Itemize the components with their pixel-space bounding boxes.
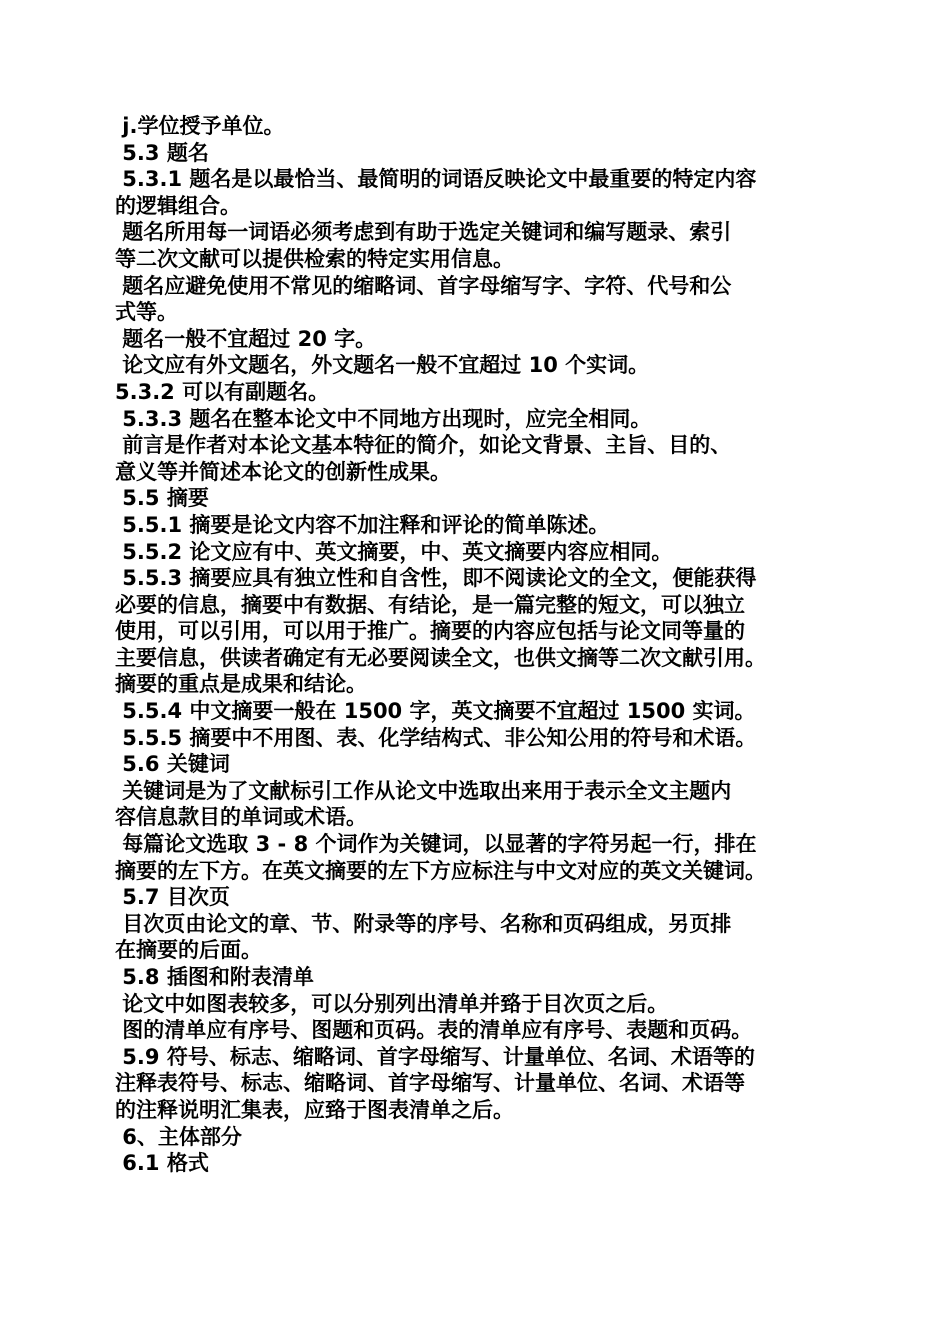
text-line: 题名一般不宜超过 20 字。 (115, 326, 377, 351)
text-line: 题名所用每一词语必须考虑到有助于选定关键词和编写题录、索引 (115, 220, 732, 245)
text-line: 题名应避免使用不常见的缩略词、首字母缩写字、字符、代号和公 (115, 273, 732, 298)
section-heading: 5.5 摘要 (115, 486, 209, 511)
section-heading: 5.8 插图和附表清单 (115, 965, 314, 989)
text-line: 5.5.3 摘要应具有独立性和自含性，即不阅读论文的全文，便能获得 (115, 566, 757, 591)
text-line: 5.5.5 摘要中不用图、表、化学结构式、非公知公用的符号和术语。 (115, 725, 757, 750)
section-heading: 5.6 关键词 (115, 752, 230, 777)
text-line: 目次页由论文的章、节、附录等的序号、名称和页码组成，另页排 (115, 911, 732, 936)
text-line: 论文应有外文题名，外文题名一般不宜超过 10 个实词。 (115, 353, 650, 378)
text-line: 关键词是为了文献标引工作从论文中选取出来用于表示全文主题内 (115, 778, 732, 803)
text-line: 式等。 (115, 300, 178, 325)
text-line: 5.5.4 中文摘要一般在 1500 字，英文摘要不宜超过 1500 实词。 (115, 699, 756, 724)
text-line: 前言是作者对本论文基本特征的简介，如论文背景、主旨、目的、 (115, 433, 732, 458)
text-line: 的注释说明汇集表，应臵于图表清单之后。 (115, 1097, 514, 1122)
section-heading: 5.7 目次页 (115, 885, 230, 910)
text-line: 注释表符号、标志、缩略词、首字母缩写、计量单位、名词、术语等 (115, 1071, 745, 1096)
text-line: 摘要的重点是成果和结论。 (115, 672, 367, 697)
text-line: j.学位授予单位。 (115, 114, 285, 138)
text-line: 意义等并简述本论文的创新性成果。 (115, 459, 451, 484)
text-line: 等二次文献可以提供检索的特定实用信息。 (115, 246, 514, 271)
text-line: 图的清单应有序号、图题和页码。表的清单应有序号、表题和页码。 (115, 1018, 753, 1043)
text-line: 5.3.3 题名在整本论文中不同地方出现时，应完全相同。 (115, 406, 652, 431)
text-line: 使用，可以引用，可以用于推广。摘要的内容应包括与论文同等量的 (115, 619, 745, 644)
section-heading: 6.1 格式 (115, 1151, 209, 1176)
text-line: 论文中如图表较多，可以分别列出清单并臵于目次页之后。 (115, 991, 669, 1016)
text-line: 5.3.2 可以有副题名。 (115, 379, 330, 404)
section-heading: 5.3 题名 (115, 140, 209, 165)
text-line: 主要信息，供读者确定有无必要阅读全文，也供文摘等二次文献引用。 (115, 645, 766, 670)
document-page (115, 113, 845, 1177)
text-line: 5.3.1 题名是以最恰当、最简明的词语反映论文中最重要的特定内容 (115, 167, 757, 192)
text-line: 的逻辑组合。 (115, 193, 241, 218)
section-heading: 6、主体部分 (115, 1124, 242, 1149)
text-line: 5.5.2 论文应有中、英文摘要，中、英文摘要内容应相同。 (115, 539, 673, 564)
text-line: 必要的信息，摘要中有数据、有结论，是一篇完整的短文，可以独立 (115, 592, 745, 617)
text-line: 摘要的左下方。在英文摘要的左下方应标注与中文对应的英文关键词。 (115, 858, 766, 883)
text-line: 5.5.1 摘要是论文内容不加注释和评论的简单陈述。 (115, 512, 610, 537)
text-line: 容信息款目的单词或术语。 (115, 805, 367, 830)
text-line: 每篇论文选取 3 - 8 个词作为关键词，以显著的字符另起一行，排在 (115, 832, 757, 857)
text-line: 在摘要的后面。 (115, 938, 262, 963)
text-line: 5.9 符号、标志、缩略词、首字母缩写、计量单位、名词、术语等的 (115, 1044, 755, 1069)
